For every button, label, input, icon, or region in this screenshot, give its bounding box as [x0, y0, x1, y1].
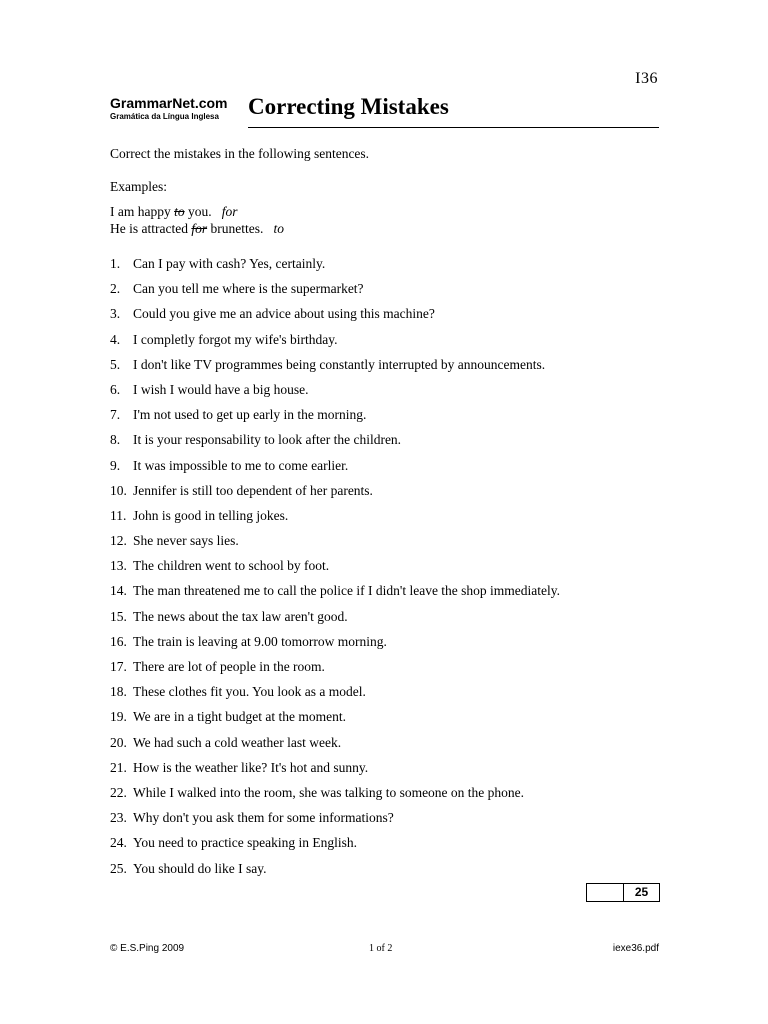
sentence-number: 18. — [110, 684, 127, 700]
title-underline — [248, 127, 659, 128]
sentence-number: 16. — [110, 633, 127, 649]
sentence-item — [110, 255, 560, 280]
sentence-item — [110, 381, 560, 406]
sentence-text: How is the weather like? It's hot and sunny. — [133, 759, 369, 775]
sentence-item — [110, 734, 560, 759]
sentence-number: 23. — [110, 810, 127, 826]
sentence-item — [110, 507, 560, 532]
sentence-number: 5. — [110, 356, 121, 372]
sentence-number: 25. — [110, 860, 127, 876]
sentence-text: The man threatened me to call the police if I didn't leave the shop immediately. — [133, 583, 561, 599]
sentence-item — [110, 784, 560, 809]
sentence-text: There are lot of people in the room. — [133, 659, 325, 674]
sentence-text: You should do like I say. — [133, 860, 267, 876]
sentence-text: She never says lies. — [133, 533, 239, 549]
sentence-text: We are in a tight budget at the moment. — [133, 709, 346, 725]
sentence-item — [110, 759, 560, 784]
example-wrong-word: to — [174, 204, 185, 219]
sentence-number: 3. — [110, 306, 121, 322]
sentence-number: 8. — [110, 432, 121, 448]
sentence-item — [110, 356, 560, 381]
sentence-text: Can you tell me where is the supermarket? — [133, 281, 364, 297]
sentence-number: 21. — [110, 759, 127, 775]
sentence-item — [110, 860, 560, 885]
examples-label: Examples: — [110, 179, 167, 194]
sentence-number: 6. — [110, 381, 121, 397]
sentence-number: 24. — [110, 835, 127, 851]
sentence-number: 19. — [110, 709, 127, 725]
sentence-item — [110, 557, 560, 582]
sentence-item — [110, 331, 560, 356]
page-code: I36 — [635, 70, 658, 87]
sentence-number: 15. — [110, 608, 127, 624]
sentence-text: You need to practice speaking in English. — [133, 835, 357, 851]
example-correction: to — [273, 221, 284, 236]
sentence-item — [110, 457, 560, 482]
example-line — [110, 221, 284, 237]
score-total: 25 — [634, 885, 649, 899]
example-text-before: He is attracted — [110, 221, 192, 236]
example-text-before: I am happy — [110, 204, 175, 219]
sentence-text: The children went to school by foot. — [133, 558, 330, 574]
sentence-item — [110, 582, 560, 607]
sentence-number: 2. — [110, 281, 121, 297]
footer-copyright: © E.S.Ping 2009 — [110, 943, 185, 954]
sentence-text: I don't like TV programmes being constantly interrupted by announcements. — [133, 356, 546, 372]
sentence-text: I wish I would have a big house. — [133, 381, 309, 397]
brand-name: GrammarNet.com — [110, 95, 228, 111]
sentence-item — [110, 809, 560, 834]
sentence-number: 22. — [110, 784, 127, 800]
sentence-item — [110, 305, 560, 330]
sentence-item — [110, 406, 560, 431]
sentence-number: 4. — [110, 331, 121, 347]
sentence-item — [110, 608, 560, 633]
brand-subtitle: Gramática da Língua Inglesa — [110, 112, 219, 121]
sentence-text: The news about the tax law aren't good. — [133, 608, 348, 624]
sentence-text: Can I pay with cash? Yes, certainly. — [133, 256, 326, 271]
example-text-after: you. — [184, 204, 212, 219]
sentence-text: These clothes fit you. You look as a model. — [133, 684, 366, 700]
sentence-list — [110, 255, 560, 885]
score-blank-field — [587, 884, 624, 901]
sentence-number: 10. — [110, 482, 127, 498]
sentence-number: 12. — [110, 533, 127, 549]
sentence-number: 17. — [110, 659, 127, 674]
sentence-number: 11. — [110, 507, 127, 523]
sentence-item — [110, 658, 560, 683]
sentence-text: I completly forgot my wife's birthday. — [133, 331, 338, 347]
sentence-text: While I walked into the room, she was talking to someone on the phone. — [133, 784, 525, 800]
sentence-item — [110, 280, 560, 305]
sentence-number: 20. — [110, 734, 127, 750]
instructions: Correct the mistakes in the following sentences. — [110, 146, 370, 161]
example-line — [110, 204, 238, 220]
sentence-item — [110, 834, 560, 859]
sentence-item — [110, 431, 560, 456]
example-correction: for — [221, 204, 238, 219]
sentence-text: John is good in telling jokes. — [133, 507, 289, 523]
brand-logo — [110, 96, 228, 122]
sentence-text: The train is leaving at 9.00 tomorrow morning. — [133, 633, 387, 649]
sentence-text: It is your responsability to look after the children. — [133, 432, 402, 448]
sentence-number: 14. — [110, 583, 127, 599]
sentence-text: We had such a cold weather last week. — [133, 734, 342, 750]
sentence-item — [110, 683, 560, 708]
page-title: Correcting Mistakes — [248, 94, 449, 119]
sentence-item — [110, 633, 560, 658]
sentence-text: It was impossible to me to come earlier. — [133, 457, 349, 473]
sentence-item — [110, 532, 560, 557]
sentence-number: 7. — [110, 407, 121, 423]
example-wrong-word: for — [191, 221, 208, 236]
footer-page-indicator: 1 of 2 — [369, 943, 393, 954]
example-text-after: brunettes. — [207, 221, 264, 236]
sentence-item — [110, 708, 560, 733]
sentence-number: 9. — [110, 457, 121, 473]
footer-filename: iexe36.pdf — [612, 943, 659, 954]
sentence-text: I'm not used to get up early in the morning. — [133, 407, 367, 423]
sentence-number: 1. — [110, 256, 121, 271]
sentence-text: Why don't you ask them for some informations? — [133, 810, 394, 826]
sentence-item — [110, 482, 560, 507]
sentence-number: 13. — [110, 558, 127, 574]
sentence-text: Could you give me an advice about using this machine? — [133, 306, 435, 322]
score-box — [586, 883, 660, 902]
sentence-text: Jennifer is still too dependent of her parents. — [133, 482, 373, 498]
